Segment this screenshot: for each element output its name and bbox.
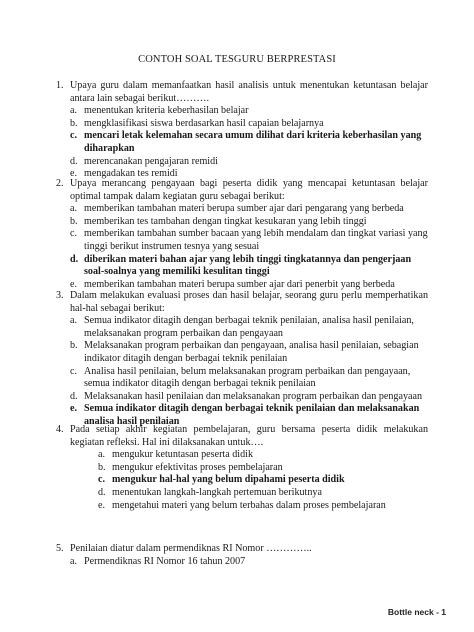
option-d[interactable]	[98, 487, 428, 500]
option-text: mengukur hal-hal yang belum dipahami peserta didik	[112, 474, 345, 486]
question-number: 3.	[56, 290, 64, 301]
option-letter: d.	[70, 253, 79, 265]
option-text: menentukan kriteria keberhasilan belajar	[84, 105, 249, 117]
question-stem: Dalam melakukan evaluasi proses dan hasil belajar, seorang guru perlu memperhatikan hal-hal sebagai berikut:	[70, 290, 428, 314]
option-text: mengklasifikasi siswa berdasarkan hasil capaian belajarnya	[84, 117, 324, 129]
question-2	[56, 178, 428, 291]
option-c[interactable]	[98, 474, 428, 487]
option-text: Permendiknas RI Nomor 16 tahun 2007	[84, 555, 246, 567]
option-text: Analisa hasil penilaian, belum melaksanakan program perbaikan dan pengayaan, semua indikator ditagih dengan berbagai teknik penilaian	[84, 365, 411, 390]
option-letter: e.	[70, 168, 78, 180]
option-letter: b.	[70, 340, 78, 352]
option-text: merencanakan pengajaran remidi	[84, 155, 218, 167]
page-footer: Bottle neck - 1	[387, 607, 446, 617]
option-a[interactable]	[70, 203, 428, 216]
option-letter: b.	[70, 117, 78, 129]
option-text: mengukur efektivitas proses pembelajaran	[112, 461, 283, 473]
option-text: mengadakan tes remidi	[84, 168, 178, 180]
option-text: memberikan tambahan materi berupa sumber ajar dari pengarang yang berbeda	[84, 203, 404, 215]
option-d[interactable]	[70, 254, 428, 279]
option-a[interactable]	[70, 315, 428, 340]
option-c[interactable]	[70, 130, 428, 155]
option-text: mengetahui materi yang belum terbahas dalam proses pembelajaran	[112, 499, 386, 511]
option-a[interactable]	[98, 449, 428, 462]
option-a[interactable]	[70, 556, 428, 569]
option-list	[56, 105, 428, 181]
option-list	[56, 556, 428, 569]
option-letter: b.	[98, 461, 106, 473]
question-5	[56, 543, 428, 568]
option-a[interactable]	[70, 105, 428, 118]
option-letter: b.	[70, 215, 78, 227]
option-d[interactable]	[70, 156, 428, 169]
option-text: memberikan tambahan sumber bacaan yang lebih mendalam dan tingkat variasi yang tinggi berikut instrumen tesnya yang sesuai	[84, 228, 428, 252]
option-c[interactable]	[70, 228, 428, 253]
option-letter: c.	[70, 365, 78, 377]
question-number: 4.	[56, 424, 64, 435]
option-letter: a.	[70, 203, 78, 215]
option-text: mengukur ketuntasan peserta didik	[112, 449, 253, 461]
option-letter: e.	[98, 499, 106, 511]
option-text: mencari letak kelemahan secara umum dilihat dari kriteria keberhasilan yang diharapkan	[84, 130, 422, 154]
question-number: 1.	[56, 80, 64, 91]
option-letter: e.	[70, 278, 78, 290]
question-4	[56, 424, 428, 512]
question-number: 5.	[56, 543, 64, 554]
question-stem: Penilaian diatur dalam permendiknas RI Nomor …………..	[70, 543, 312, 554]
document-title: CONTOH SOAL TESGURU BERPRESTASI	[138, 54, 336, 65]
option-c[interactable]	[70, 366, 428, 391]
option-list	[56, 315, 428, 428]
option-list	[56, 203, 428, 291]
option-letter: c.	[98, 474, 106, 486]
option-letter: d.	[70, 155, 78, 167]
option-letter: e.	[70, 403, 78, 415]
option-b[interactable]	[70, 340, 428, 365]
option-e[interactable]	[98, 500, 428, 513]
option-b[interactable]	[98, 462, 428, 475]
option-list	[56, 449, 428, 512]
question-3	[56, 290, 428, 429]
option-letter: d.	[98, 486, 106, 498]
option-letter: a.	[70, 555, 78, 567]
option-letter: a.	[70, 105, 78, 117]
option-b[interactable]	[70, 118, 428, 131]
option-text: memberikan tes tambahan dengan tingkat kesukaran yang lebih tinggi	[84, 215, 367, 227]
question-stem: Upaya guru dalam memanfaatkan hasil analisis untuk menentukan ketuntasan belajar antara lain sebagai berikut……….	[70, 80, 428, 104]
option-letter: d.	[70, 390, 78, 402]
option-text: Semua indikator ditagih dengan berbagai teknik penilaian dan melaksanakan analisa hasil penilaian	[84, 403, 420, 427]
option-text: memberikan tambahan materi berupa sumber ajar dari penerbit yang berbeda	[84, 278, 395, 290]
question-1	[56, 80, 428, 181]
option-text: Melaksanakan program perbaikan dan pengayaan, analisa hasil penilaian, sebagian indikator ditagih dengan berbagai teknik penilaian	[84, 340, 419, 364]
option-letter: c.	[70, 228, 78, 240]
option-text: menentukan langkah-langkah pertemuan berikutnya	[112, 486, 322, 498]
option-letter: a.	[98, 449, 106, 461]
option-text: Semua indikator ditagih dengan berbagai teknik penilaian, analisa hasil penilaian, melaksanakan program perbaikan dan pengayaan	[84, 315, 414, 339]
option-d[interactable]	[70, 391, 428, 404]
question-number: 2.	[56, 178, 64, 189]
option-letter: c.	[70, 130, 78, 142]
option-text: Melaksanakan hasil penilaian dan melaksanakan program perbaikan dan pengayaan	[84, 390, 423, 402]
option-letter: a.	[70, 315, 78, 327]
option-b[interactable]	[70, 216, 428, 229]
option-text: diberikan materi bahan ajar yang lebih tinggi tingkatannya dan pengerjaan soal-soalnya yang memiliki kesulitan tinggi	[84, 253, 412, 278]
question-stem: Upaya merancang pengayaan bagi peserta didik yang mencapai ketuntasan belajar optimal tampak dalam kegiatan guru sebagai berikut:	[70, 178, 428, 202]
question-stem: Pada setiap akhir kegiatan pembelajaran, guru bersama peserta didik melakukan kegiatan refleksi. Hal ini dilaksanakan untuk….	[70, 424, 428, 448]
